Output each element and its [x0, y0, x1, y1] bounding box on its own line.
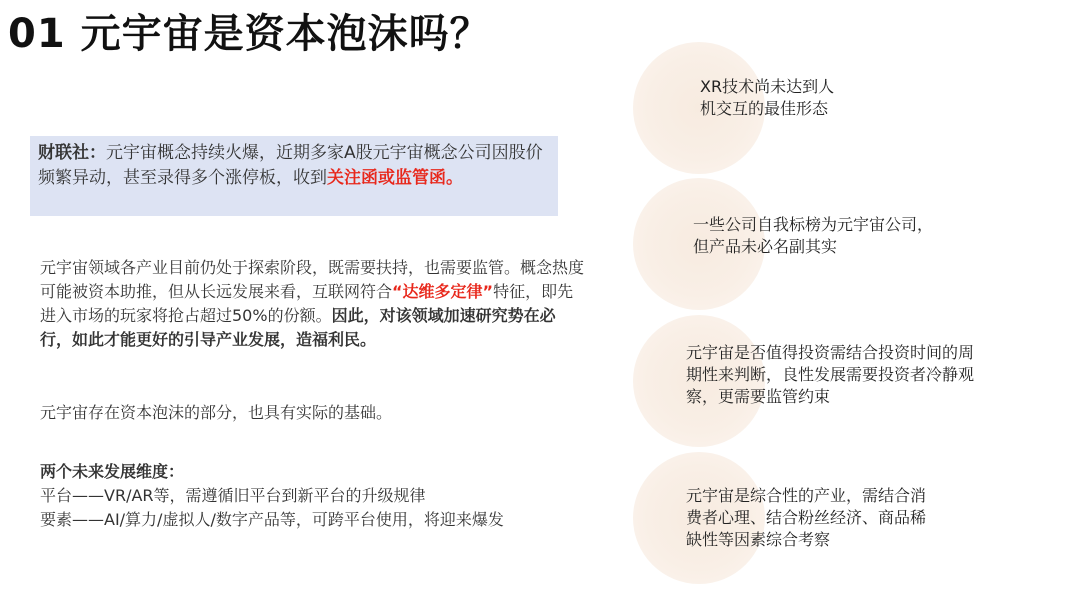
- analysis-paragraph: [40, 256, 585, 352]
- analysis-text-1: 元宇宙领域各产业目前仍处于探索阶段，既需要扶持，也需要监管。概念热度可能被资本助推，但从长远发展来看，互联网符合: [40, 258, 585, 301]
- news-callout: [30, 136, 558, 216]
- point-text-2: 一些公司自我标榜为元宇宙公司，但产品未必名副其实: [693, 215, 934, 256]
- dimension-elements: 要素——AI/算力/虚拟人/数字产品等，可跨平台使用，将迎来爆发: [40, 510, 504, 529]
- dimensions-heading: 两个未来发展维度：: [40, 462, 185, 481]
- callout-text: 元宇宙概念持续火爆，近期多家A股元宇宙概念公司因股价频繁异动，甚至录得多个涨停板，收到: [38, 143, 543, 188]
- dimension-platform: 平台——VR/AR等，需遵循旧平台到新平台的升级规律: [40, 486, 426, 505]
- callout-source: 财联社：: [38, 143, 106, 163]
- analysis-text-2: 特征，即先进入市场的玩家将抢占超过50%的份额。: [40, 282, 574, 325]
- point-text-1: XR技术尚未达到人机交互的最佳形态: [700, 77, 835, 118]
- point-text-3: 元宇宙是否值得投资需结合投资时间的周期性来判断，良性发展需要投资者冷静观察，更需要监管约束: [686, 343, 975, 406]
- callout-highlight: 关注函或监管函。: [327, 168, 463, 188]
- analysis-conclusion: 因此，对该领域加速研究势在必行，如此才能更好的引导产业发展，造福利民。: [40, 306, 556, 349]
- future-dimensions: [40, 460, 585, 532]
- page-title: 01 元宇宙是资本泡沫吗？: [8, 11, 491, 57]
- point-text-4: 元宇宙是综合性的产业，需结合消费者心理、结合粉丝经济、商品稀缺性等因素综合考察: [686, 486, 927, 549]
- davidow-law-highlight: “达维多定律”: [392, 282, 494, 301]
- bubble-statement: 元宇宙存在资本泡沫的部分，也具有实际的基础。: [40, 403, 393, 422]
